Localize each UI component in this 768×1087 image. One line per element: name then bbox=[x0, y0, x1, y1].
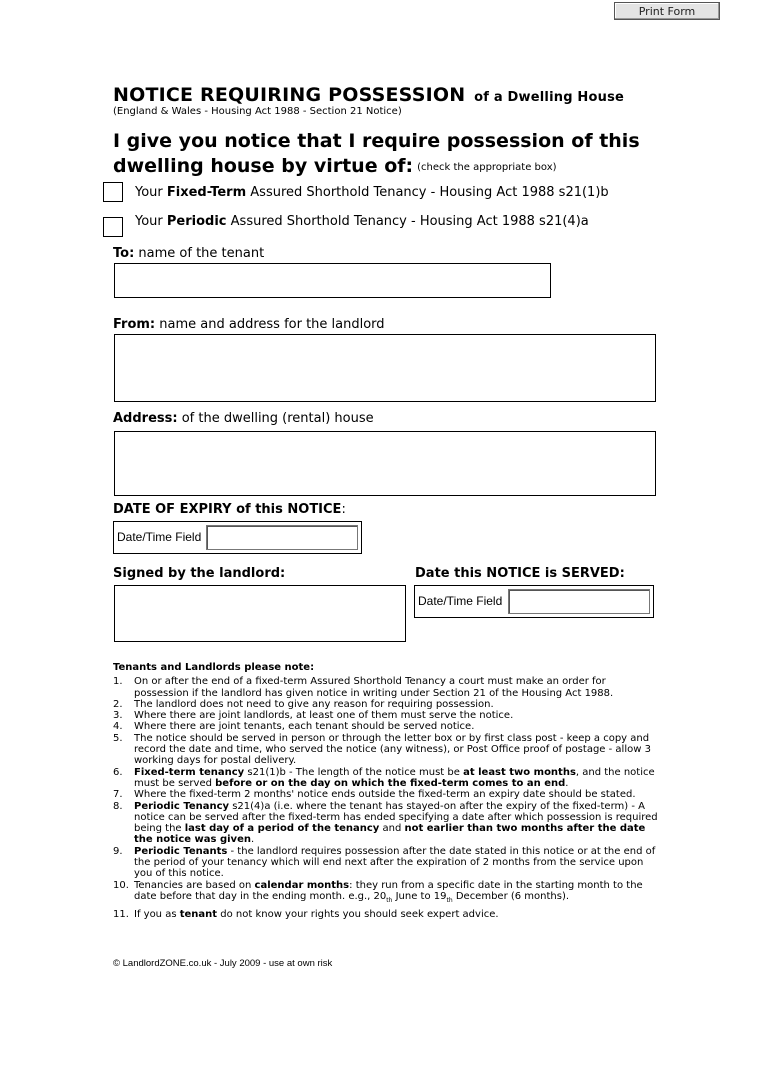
note-item: 10. Tenancies are based on calendar months: they run from a specific date in the starting month to the date before that day in the ending month. e.g., $20_{th}$ June to $19_{th}$ December (6 months). bbox=[113, 879, 643, 904]
note-item: 7. Where the fixed-term 2 months' notice ends outside the fixed-term an expiry date should be stated. bbox=[113, 789, 636, 801]
landlord-signature-field[interactable] bbox=[114, 585, 406, 642]
note-item: 9. Periodic Tenants - the landlord requires possession after the date stated in this notice or at the end of the period of your tenancy which will end next after the expiration of 2 months from the service upon you of this notice. bbox=[113, 845, 656, 880]
notes-heading: Tenants and Landlords please note: bbox=[113, 662, 315, 673]
address-label: Address: of the dwelling (rental) house bbox=[113, 411, 374, 426]
expiry-datetime-field bbox=[113, 521, 362, 554]
expiry-datetime-label: Date/Time Field bbox=[117, 530, 202, 544]
notes-section bbox=[113, 662, 658, 921]
served-date-input[interactable] bbox=[508, 589, 650, 614]
note-item: 1. On or after the end of a fixed-term Assured Shorthold Tenancy a court must make an order for possession if the landlord has given notice in writing under Section 21 of the Housing Act 1988. bbox=[113, 676, 614, 699]
periodic-checkbox[interactable] bbox=[103, 217, 123, 237]
heading-line-1: I give you notice that I require possession of this bbox=[113, 130, 640, 152]
served-datetime-field bbox=[414, 585, 654, 618]
note-item: 3. Where there are joint landlords, at least one of them must serve the notice. bbox=[113, 710, 514, 722]
title-main: NOTICE REQUIRING POSSESSION bbox=[113, 84, 466, 106]
fixed-term-checkbox[interactable] bbox=[103, 182, 123, 202]
served-datetime-label: Date/Time Field bbox=[418, 594, 503, 608]
tenant-name-field[interactable] bbox=[114, 263, 551, 298]
signed-label: Signed by the landlord: bbox=[113, 566, 286, 581]
from-label: From: name and address for the landlord bbox=[113, 317, 385, 332]
note-item: 11. If you as tenant do not know your rights you should seek expert advice. bbox=[113, 909, 499, 921]
form-subtitle: (England & Wales - Housing Act 1988 - Section 21 Notice) bbox=[113, 106, 402, 117]
note-item: 5. The notice should be served in person or through the letter box or by first class post - keep a copy and record the date and time, who served the notice (any witness), or Post Office proof of postage - allow 3 working days for postal delivery. bbox=[113, 732, 651, 767]
note-item: 8. Periodic Tenancy s21(4)a (i.e. where the tenant has stayed-on after the expiry of the fixed-term) - A notice can be served after the fixed-term has ended specifying a date after which possession is required being the last day of a period of the tenancy and not earlier than two months after the date the notice was given. bbox=[113, 800, 658, 846]
served-label: Date this NOTICE is SERVED: bbox=[415, 566, 625, 581]
periodic-option-label: Your Periodic Assured Shorthold Tenancy - Housing Act 1988 s21(4)a bbox=[135, 214, 589, 229]
note-item: 4. Where there are joint tenants, each tenant should be served notice. bbox=[113, 721, 475, 733]
landlord-name-address-field[interactable] bbox=[114, 334, 656, 402]
footer-copyright: © LandlordZONE.co.uk - July 2009 - use at own risk bbox=[113, 958, 333, 969]
expiry-label: DATE OF EXPIRY of this NOTICE: bbox=[113, 502, 346, 517]
heading-line-2: dwelling house by virtue of: bbox=[113, 155, 414, 177]
dwelling-address-field[interactable] bbox=[114, 431, 656, 496]
expiry-date-input[interactable] bbox=[206, 525, 358, 550]
title-sub: of a Dwelling House bbox=[474, 90, 625, 105]
fixed-term-option-label: Your Fixed-Term Assured Shorthold Tenancy - Housing Act 1988 s21(1)b bbox=[135, 185, 609, 200]
heading-hint: (check the appropriate box) bbox=[417, 162, 557, 173]
note-item: 6. Fixed-term tenancy s21(1)b - The length of the notice must be at least two months, and the notice must be served before or on the day on which the fixed-term comes to an end. bbox=[113, 766, 655, 789]
note-item: 2. The landlord does not need to give any reason for requiring possession. bbox=[113, 698, 494, 710]
to-label: To: name of the tenant bbox=[113, 246, 265, 261]
notice-heading bbox=[113, 129, 673, 180]
print-form-button[interactable]: Print Form bbox=[614, 2, 720, 20]
form-title bbox=[113, 84, 624, 106]
notes-list bbox=[113, 676, 658, 920]
